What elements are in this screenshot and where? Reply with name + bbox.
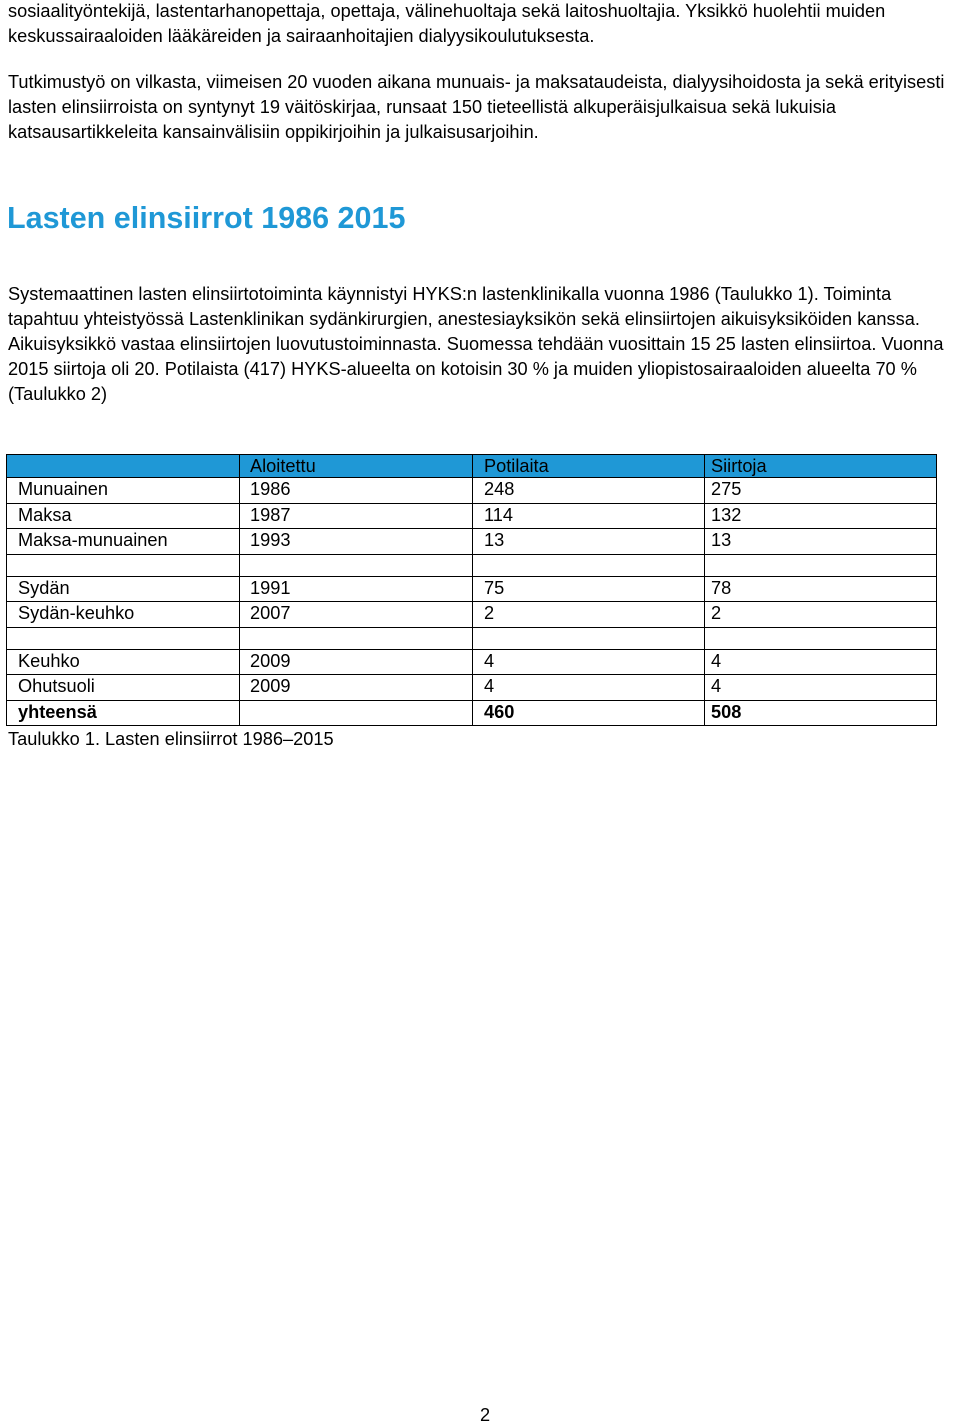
table-cell: 132 xyxy=(705,503,937,529)
table-row xyxy=(7,675,937,701)
table-cell xyxy=(240,554,473,576)
table-cell: 78 xyxy=(705,576,937,602)
table-header-row xyxy=(7,455,937,478)
table-cell: Maksa-munuainen xyxy=(7,529,240,555)
transplant-table-body xyxy=(7,455,937,726)
table-cell: 4 xyxy=(705,675,937,701)
table-cell: 4 xyxy=(705,649,937,675)
table-cell: 75 xyxy=(473,576,705,602)
transplant-table xyxy=(6,454,937,726)
table-header-cell: Siirtoja xyxy=(705,455,937,478)
table-spacer-row xyxy=(7,627,937,649)
table-cell: 13 xyxy=(705,529,937,555)
section-heading: Lasten elinsiirrot 1986 2015 xyxy=(7,201,406,235)
table-row xyxy=(7,602,937,628)
table-cell: Ohutsuoli xyxy=(7,675,240,701)
table-row xyxy=(7,529,937,555)
table-cell xyxy=(7,554,240,576)
research-paragraph: Tutkimustyö on vilkasta, viimeisen 20 vuoden aikana munuais- ja maksataudeista, dialyysihoidosta ja sekä erityisesti lasten elinsiirroista on syntynyt 19 väitöskirjaa, runsaat 150 tieteellistä alkuperäisjulkaisua sekä lukuisia katsausartikkeleita kansainvälisiin oppikirjoihin ja julkaisusarjoihin. xyxy=(8,72,945,142)
table-cell: 2007 xyxy=(240,602,473,628)
table-cell: Munuainen xyxy=(7,478,240,504)
table-cell: 2 xyxy=(705,602,937,628)
table-cell xyxy=(7,627,240,649)
table-cell: 508 xyxy=(705,700,937,726)
table-cell: 4 xyxy=(473,649,705,675)
table-cell: 1991 xyxy=(240,576,473,602)
table-cell: yhteensä xyxy=(7,700,240,726)
table-cell xyxy=(705,554,937,576)
section-paragraph: Systemaattinen lasten elinsiirtotoiminta käynnistyi HYKS:n lastenklinikalla vuonna 1986 (Taulukko 1). Toiminta tapahtuu yhteistyössä Lastenklinikan sydänkirurgien, anestesiayksikön sekä elinsiirtojen aikuisyksiköiden kanssa. Aikuisyksikkö vastaa elinsiirtojen luovutustoiminnasta. Suomessa tehdään vuosittain 15 25 lasten elinsiirtoa. Vuonna 2015 siirtoja oli 20. Potilaista (417) HYKS-alueelta on kotoisin 30 % ja muiden yliopistosairaaloiden alueelta 70 % (Taulukko 2) xyxy=(8,284,944,404)
table-cell: 1987 xyxy=(240,503,473,529)
table-cell: Sydän-keuhko xyxy=(7,602,240,628)
table-cell: 460 xyxy=(473,700,705,726)
table-cell: Sydän xyxy=(7,576,240,602)
table-cell xyxy=(240,700,473,726)
table-cell xyxy=(240,627,473,649)
table-header-cell: Aloitettu xyxy=(240,455,473,478)
table-cell: 13 xyxy=(473,529,705,555)
table-cell xyxy=(473,627,705,649)
table-row xyxy=(7,576,937,602)
table-cell: 2009 xyxy=(240,675,473,701)
table-header-cell: Potilaita xyxy=(473,455,705,478)
table-cell xyxy=(473,554,705,576)
table-cell xyxy=(705,627,937,649)
table-cell: 275 xyxy=(705,478,937,504)
table-header-cell xyxy=(7,455,240,478)
intro-paragraph: sosiaalityöntekijä, lastentarhanopettaja, opettaja, välinehuoltaja sekä laitoshuoltajia. Yksikkö huolehtii muiden keskussairaaloiden lääkäreiden ja sairaanhoitajien dialyysikoulutuksesta. xyxy=(8,1,886,46)
table-cell: 114 xyxy=(473,503,705,529)
table-caption: Taulukko 1. Lasten elinsiirrot 1986–2015 xyxy=(8,729,334,749)
table-spacer-row xyxy=(7,554,937,576)
table-cell: 1993 xyxy=(240,529,473,555)
table-cell: Maksa xyxy=(7,503,240,529)
table-row xyxy=(7,700,937,726)
page-number: 2 xyxy=(480,1405,491,1425)
table-cell: 4 xyxy=(473,675,705,701)
table-cell: 2009 xyxy=(240,649,473,675)
table-cell: 248 xyxy=(473,478,705,504)
table-row xyxy=(7,649,937,675)
table-row xyxy=(7,503,937,529)
table-cell: 1986 xyxy=(240,478,473,504)
table-row xyxy=(7,478,937,504)
table-cell: Keuhko xyxy=(7,649,240,675)
table-cell: 2 xyxy=(473,602,705,628)
